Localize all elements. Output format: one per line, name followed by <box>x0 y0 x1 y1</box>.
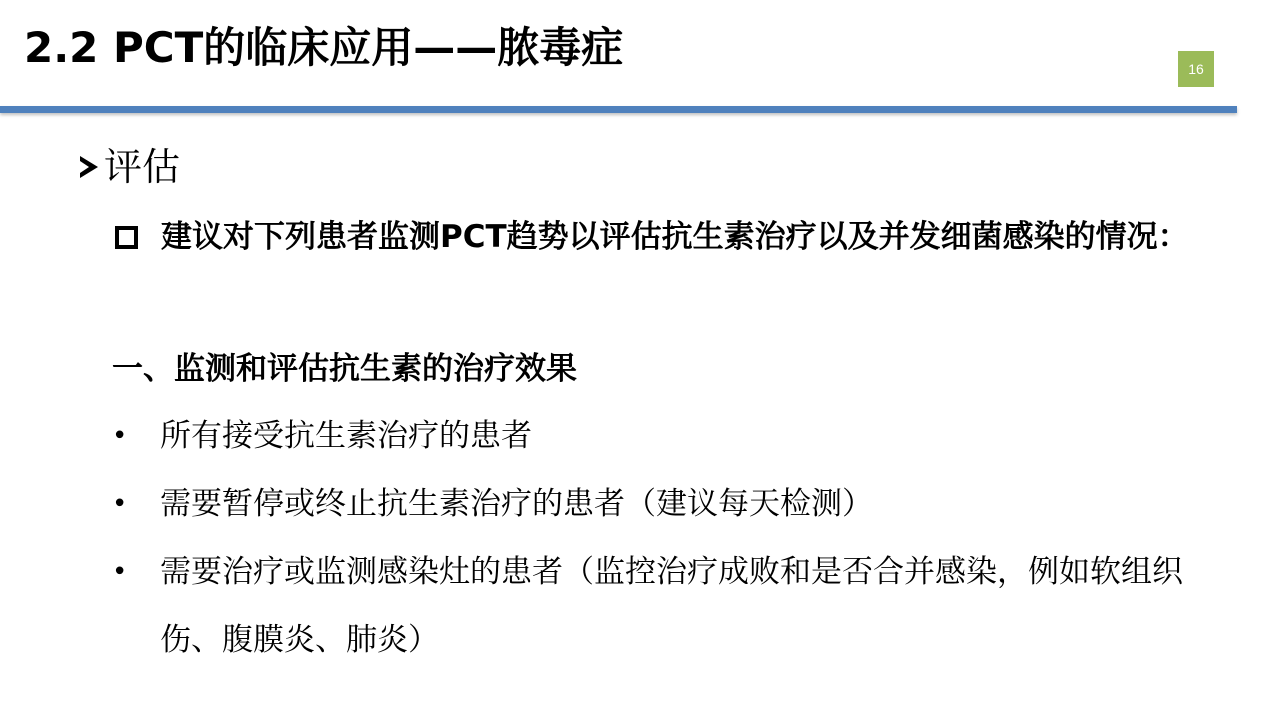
list-item <box>112 538 1232 674</box>
section-heading-text: 评估 <box>104 145 181 189</box>
list-item <box>112 470 1232 538</box>
square-bullet-icon <box>115 226 138 249</box>
recommendation-text: 建议对下列患者监测PCT趋势以评估抗生素治疗以及并发细菌感染的情况： <box>161 219 1189 255</box>
subheading: 一、监测和评估抗生素的治疗效果 <box>112 351 577 387</box>
bullet-dot: • <box>112 557 128 587</box>
list-item-text: 所有接受抗生素治疗的患者 <box>160 418 532 454</box>
slide-title: 2.2 PCT的临床应用——脓毒症 <box>24 23 624 72</box>
list-item-text: 需要暂停或终止抗生素治疗的患者（建议每天检测） <box>160 486 873 522</box>
section-heading <box>80 144 180 190</box>
list-item-text: 需要治疗或监测感染灶的患者（监控治疗成败和是否合并感染，例如软组织伤、腹膜炎、肺炎） <box>160 554 1183 658</box>
title-divider <box>0 106 1237 113</box>
page-number-badge: 16 <box>1178 51 1214 87</box>
arrowhead-icon <box>80 156 98 178</box>
bullet-list <box>112 402 1232 674</box>
bullet-dot: • <box>112 421 128 451</box>
list-item <box>112 402 1232 470</box>
bullet-dot: • <box>112 489 128 519</box>
